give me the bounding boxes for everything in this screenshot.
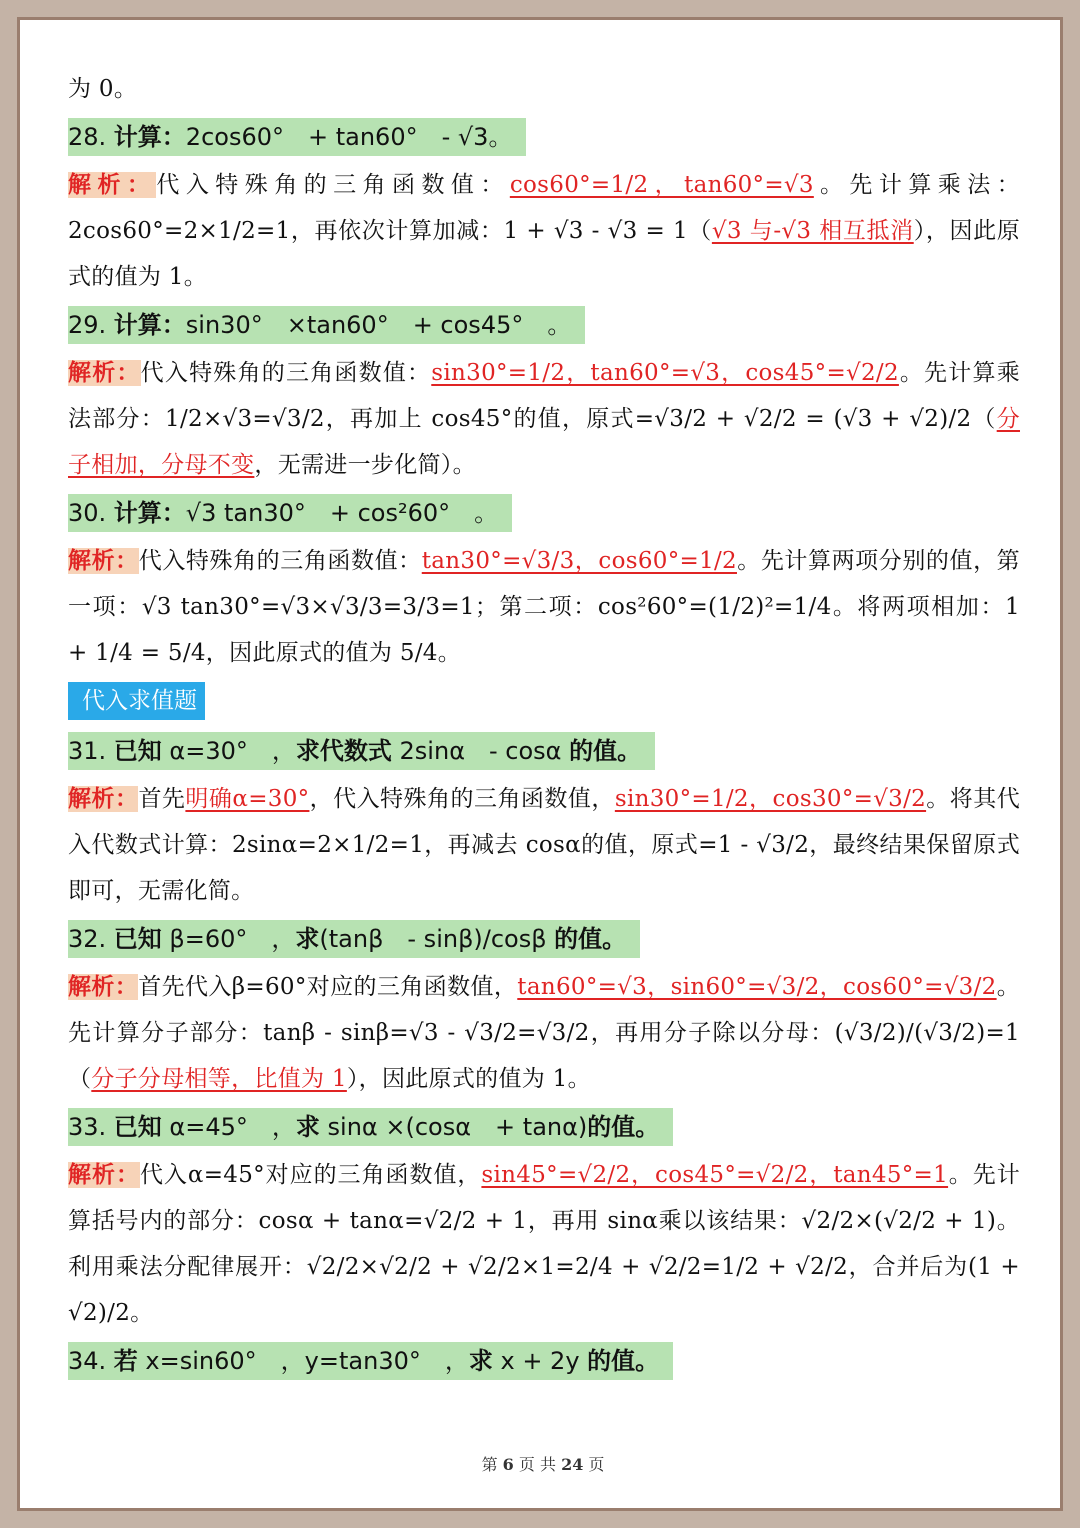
analysis-30: 解析：代入特殊角的三角函数值：tan30°=√3/3，cos60°=1/2。先计算两项分别的值，第一项：√3 tan30°=√3×√3/3=3/3=1；第二项：cos²60°=(1/2)²=1/4。将两项相加：1 + 1/4 = 5/4，因此原式的值为 5/4。 [68,548,1020,666]
question-31 [68,732,1020,770]
page-number: 6 [502,1455,514,1474]
key-values: tan60°=√3，sin60°=√3/2，cos60°=√3/2 [517,974,997,1000]
intro-tail: 为 0。 [68,76,138,102]
question-34-title: 34. 若 x=sin60° ，y=tan30° ，求 x + 2y 的值。 [68,1342,673,1380]
key-values: sin45°=√2/2，cos45°=√2/2，tan45°=1 [481,1162,949,1188]
question-31-title: 31. 已知 α=30° ，求代数式 2sinα - cosα 的值。 [68,732,655,770]
question-28-title: 28. 计算：2cos60° + tan60° - √3。 [68,118,526,156]
question-32 [68,920,1020,958]
analysis-label: 解析： [68,172,157,198]
key-note: 分子相加，分母不变 [68,406,1020,478]
question-29-title: 29. 计算：sin30° ×tan60° + cos45° 。 [68,306,585,344]
analysis-31: 解析：首先明确α=30°，代入特殊角的三角函数值，sin30°=1/2，cos30°=√3/2。将其代入代数式计算：2sinα=2×1/2=1，再减去 cosα的值，原式=1 - √3/2，最终结果保留原式即可，无需化简。 [68,786,1020,904]
key-note: 明确α=30° [185,786,310,812]
key-note: √3 与-√3 相互抵消 [711,218,914,244]
page-content [68,66,1020,1386]
analysis-28: 解析：代入特殊角的三角函数值：cos60°=1/2，tan60°=√3。先计算乘法：2cos60°=2×1/2=1，再依次计算加减：1 + √3 - √3 = 1（√3 与-√3 相互抵消），因此原式的值为 1。 [68,172,1021,290]
analysis-29: 解析：代入特殊角的三角函数值：sin30°=1/2，tan60°=√3，cos45°=√2/2。先计算乘法部分：1/2×√3=√3/2，再加上 cos45°的值，原式=√3/2 + √2/2 = (√3 + √2)/2（分子相加，分母不变，无需进一步化简）。 [68,360,1020,478]
question-30-title: 30. 计算：√3 tan30° + cos²60° 。 [68,494,512,532]
key-note: 分子分母相等，比值为 1 [91,1066,347,1092]
question-30 [68,494,1020,532]
question-33 [68,1108,1020,1146]
analysis-label: 解析： [68,786,139,812]
analysis-label: 解析： [68,974,139,1000]
analysis-label: 解析： [68,1162,140,1188]
section-header: 代入求值题 [68,682,205,720]
key-values: sin30°=1/2，cos30°=√3/2 [614,786,927,812]
question-29 [68,306,1020,344]
key-values: cos60°=1/2，tan60°=√3 [509,172,814,198]
key-values: sin30°=1/2，tan60°=√3，cos45°=√2/2 [431,360,899,386]
question-33-title: 33. 已知 α=45° ，求 sinα ×(cosα + tanα)的值。 [68,1108,673,1146]
key-values: tan30°=√3/3，cos60°=1/2 [421,548,737,574]
analysis-33: 解析：代入α=45°对应的三角函数值，sin45°=√2/2，cos45°=√2/2，tan45°=1。先计算括号内的部分：cosα + tanα=√2/2 + 1，再用 sinα乘以该结果：√2/2×(√2/2 + 1)。利用乘法分配律展开：√2/2×√2/2 + √2/2×1=2/4 + √2/2=1/2 + √2/2，合并后为(1 + √2)/2。 [68,1162,1021,1326]
page-footer: 第 6 页 共 24 页 [481,1455,605,1474]
question-32-title: 32. 已知 β=60° ，求(tanβ - sinβ)/cosβ 的值。 [68,920,640,958]
analysis-32: 解析：首先代入β=60°对应的三角函数值，tan60°=√3，sin60°=√3/2，cos60°=√3/2。先计算分子部分：tanβ - sinβ=√3 - √3/2=√3/2，再用分子除以分母：(√3/2)/(√3/2)=1（分子分母相等，比值为 1），因此原式的值为 1。 [68,974,1020,1092]
analysis-label: 解析： [68,360,141,386]
question-34 [68,1342,1020,1380]
analysis-label: 解析： [68,548,139,574]
page-frame [17,17,1063,1511]
section-header-wrap [68,676,1020,726]
page-total: 24 [561,1455,584,1474]
question-28 [68,118,1020,156]
